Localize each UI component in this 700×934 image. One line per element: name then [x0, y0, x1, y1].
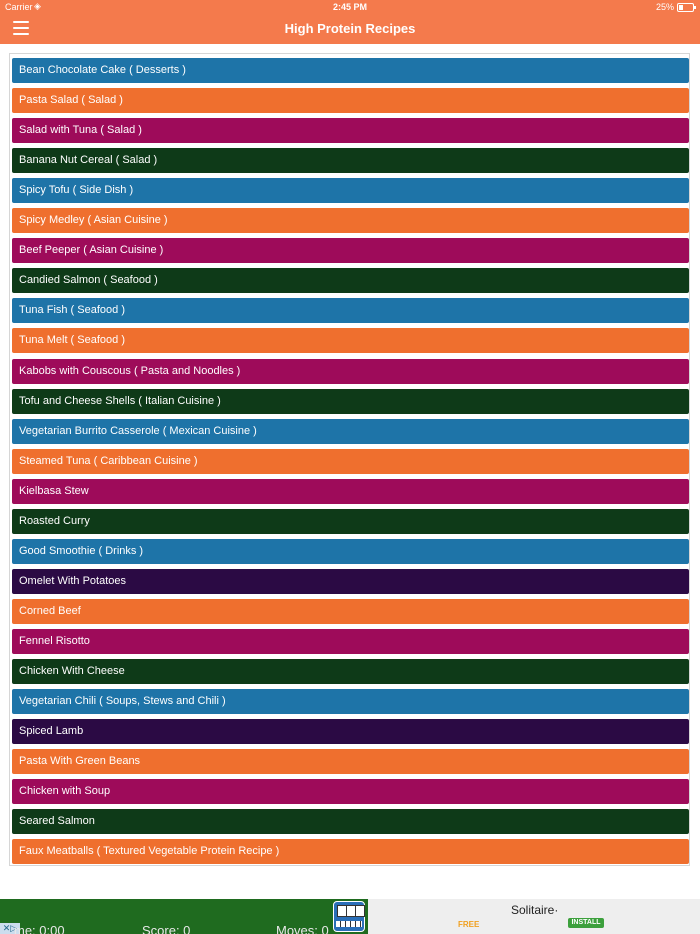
- recipe-list-item[interactable]: Roasted Curry: [12, 509, 689, 534]
- recipe-list-item[interactable]: Banana Nut Cereal ( Salad ): [12, 148, 689, 173]
- clock: 2:45 PM: [332, 2, 367, 12]
- recipe-list-item[interactable]: Faux Meatballs ( Textured Vegetable Protein Recipe ): [12, 839, 689, 864]
- ad-app-name: Solitaire·: [511, 903, 559, 917]
- recipe-list-item[interactable]: Spiced Lamb: [12, 719, 689, 744]
- recipe-list-item[interactable]: Tuna Melt ( Seafood ): [12, 328, 689, 353]
- recipe-list-item[interactable]: Fennel Risotto: [12, 629, 689, 654]
- recipe-list-item[interactable]: Beef Peeper ( Asian Cuisine ): [12, 238, 689, 263]
- battery-indicator: [656, 2, 694, 12]
- ad-time-label: me: 0:00: [14, 923, 65, 934]
- recipe-list-item[interactable]: Good Smoothie ( Drinks ): [12, 539, 689, 564]
- solitaire-app-icon[interactable]: [333, 901, 365, 932]
- recipe-list-item[interactable]: Spicy Medley ( Asian Cuisine ): [12, 208, 689, 233]
- battery-icon: [677, 3, 694, 12]
- recipe-list-item[interactable]: Seared Salmon: [12, 809, 689, 834]
- recipe-list-item[interactable]: Spicy Tofu ( Side Dish ): [12, 178, 689, 203]
- recipe-list-item[interactable]: Pasta With Green Beans: [12, 749, 689, 774]
- recipe-list-item[interactable]: Steamed Tuna ( Caribbean Cuisine ): [12, 449, 689, 474]
- status-bar: [0, 0, 700, 14]
- ad-game-preview[interactable]: [0, 899, 335, 934]
- ad-install-button[interactable]: INSTALL: [568, 918, 604, 928]
- recipe-list-container: [9, 53, 690, 866]
- recipe-list-item[interactable]: Chicken with Soup: [12, 779, 689, 804]
- recipe-list-item[interactable]: Salad with Tuna ( Salad ): [12, 118, 689, 143]
- carrier-label: Carrier: [5, 2, 33, 12]
- ad-score-label: Score: 0: [142, 923, 191, 934]
- recipe-list-item[interactable]: Corned Beef: [12, 599, 689, 624]
- recipe-list-item[interactable]: Kielbasa Stew: [12, 479, 689, 504]
- nav-bar: [0, 14, 700, 44]
- ad-price: FREE: [458, 920, 480, 929]
- recipe-list-item[interactable]: Kabobs with Couscous ( Pasta and Noodles ): [12, 359, 689, 384]
- recipe-list-item[interactable]: Tofu and Cheese Shells ( Italian Cuisine ): [12, 389, 689, 414]
- page-title: High Protein Recipes: [284, 21, 416, 36]
- recipe-list-item[interactable]: Vegetarian Chili ( Soups, Stews and Chili ): [12, 689, 689, 714]
- recipe-list-item[interactable]: Bean Chocolate Cake ( Desserts ): [12, 58, 689, 83]
- ad-choices-icon[interactable]: ✕▷: [0, 923, 20, 934]
- recipe-list-item[interactable]: Candied Salmon ( Seafood ): [12, 268, 689, 293]
- wifi-icon: ◈: [34, 1, 41, 11]
- recipe-list-item[interactable]: Omelet With Potatoes: [12, 569, 689, 594]
- recipe-list-item[interactable]: Tuna Fish ( Seafood ): [12, 298, 689, 323]
- recipe-list-item[interactable]: Vegetarian Burrito Casserole ( Mexican Cuisine ): [12, 419, 689, 444]
- ad-moves-label: Moves: 0: [276, 923, 329, 934]
- recipe-list-item[interactable]: Chicken With Cheese: [12, 659, 689, 684]
- ad-info-panel[interactable]: [368, 899, 700, 934]
- recipe-list-item[interactable]: Pasta Salad ( Salad ): [12, 88, 689, 113]
- battery-percent: 25%: [655, 2, 674, 12]
